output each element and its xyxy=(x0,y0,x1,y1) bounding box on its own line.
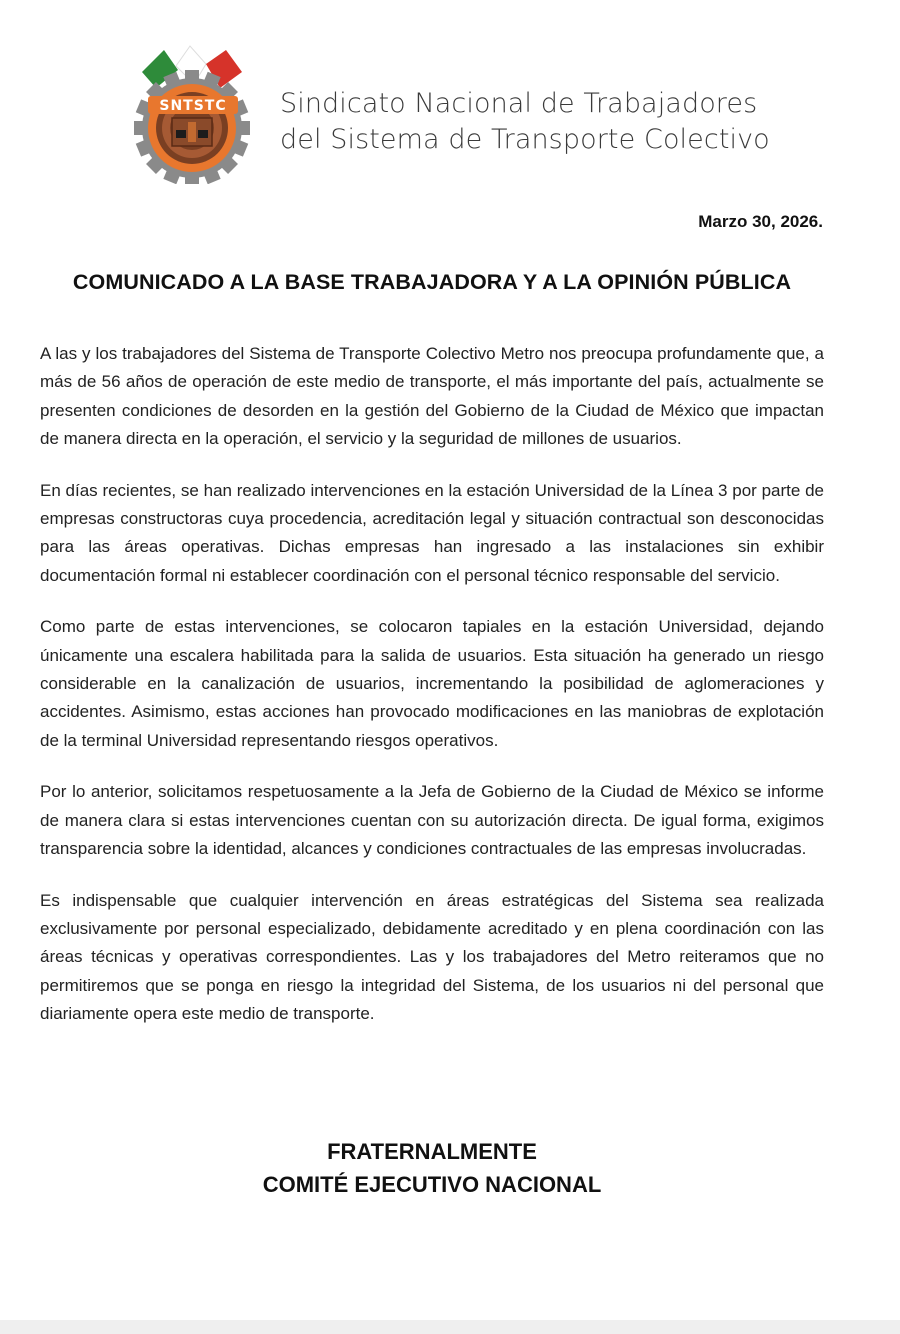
closing-signature xyxy=(0,1135,864,1201)
paragraph-2: En días recientes, se han realizado intervenciones en la estación Universidad de la Línea 3 por parte de empresas constructoras cuya procedencia, acreditación legal y situación contractual son desconocidas para las áreas operativas. Dichas empresas han ingresado a las instalaciones sin exhibir documentación formal ni establecer coordinación con el personal técnico responsable del servicio. xyxy=(40,480,824,585)
organization-name xyxy=(280,86,840,158)
organization-name-line1: Sindicato Nacional de Trabajadores xyxy=(280,88,758,119)
document-title: COMUNICADO A LA BASE TRABAJADORA Y A LA OPINIÓN PÚBLICA xyxy=(72,270,792,294)
paragraph-4: Por lo anterior, solicitamos respetuosamente a la Jefa de Gobierno de la Ciudad de México se informe de manera clara si estas intervenciones cuentan con su autorización directa. De igual forma, exigimos transparencia sobre la identidad, alcances y condiciones contractuales de las empresas involucradas. xyxy=(40,782,824,859)
closing-salutation: FRATERNALMENTE xyxy=(327,1139,537,1164)
paragraph-5: Es indispensable que cualquier intervención en áreas estratégicas del Sistema sea realizada exclusivamente por personal especializado, debidamente acreditado y en plena coordinación con las áreas técnicas y operativas correspondientes. Las y los trabajadores del Metro reiteramos que no permitiremos que se ponga en riesgo la integridad del Sistema, de los usuarios ni del personal que diariamente opera este medio de transporte. xyxy=(40,890,824,1024)
document-body xyxy=(40,340,824,1052)
paragraph-1: A las y los trabajadores del Sistema de Transporte Colectivo Metro nos preocupa profundamente que, a más de 56 años de operación de este medio de transporte, el más importante del país, actualmente se presenten condiciones de desorden en la gestión del Gobierno de la Ciudad de México que impactan de manera directa en la operación, el servicio y la seguridad de millones de usuarios. xyxy=(40,344,824,449)
gear-icon xyxy=(134,70,250,184)
closing-signatory: COMITÉ EJECUTIVO NACIONAL xyxy=(262,1172,602,1197)
logo-text: SNTSTC xyxy=(159,98,227,114)
union-logo xyxy=(134,44,254,184)
paragraph-3: Como parte de estas intervenciones, se colocaron tapiales en la estación Universidad, dejando únicamente una escalera habilitada para la salida de usuarios. Esta situación ha generado un riesgo considerable en la canalización de usuarios, incrementando la posibilidad de aglomeraciones y accidentes. Asimismo, estas acciones han provocado modificaciones en las maniobras de explotación de la terminal Universidad representando riesgos operativos. xyxy=(40,617,824,750)
organization-name-line2: del Sistema de Transporte Colectivo xyxy=(280,124,770,155)
page-bottom-edge xyxy=(0,1320,900,1334)
document-date: Marzo 30, 2026. xyxy=(698,212,823,231)
